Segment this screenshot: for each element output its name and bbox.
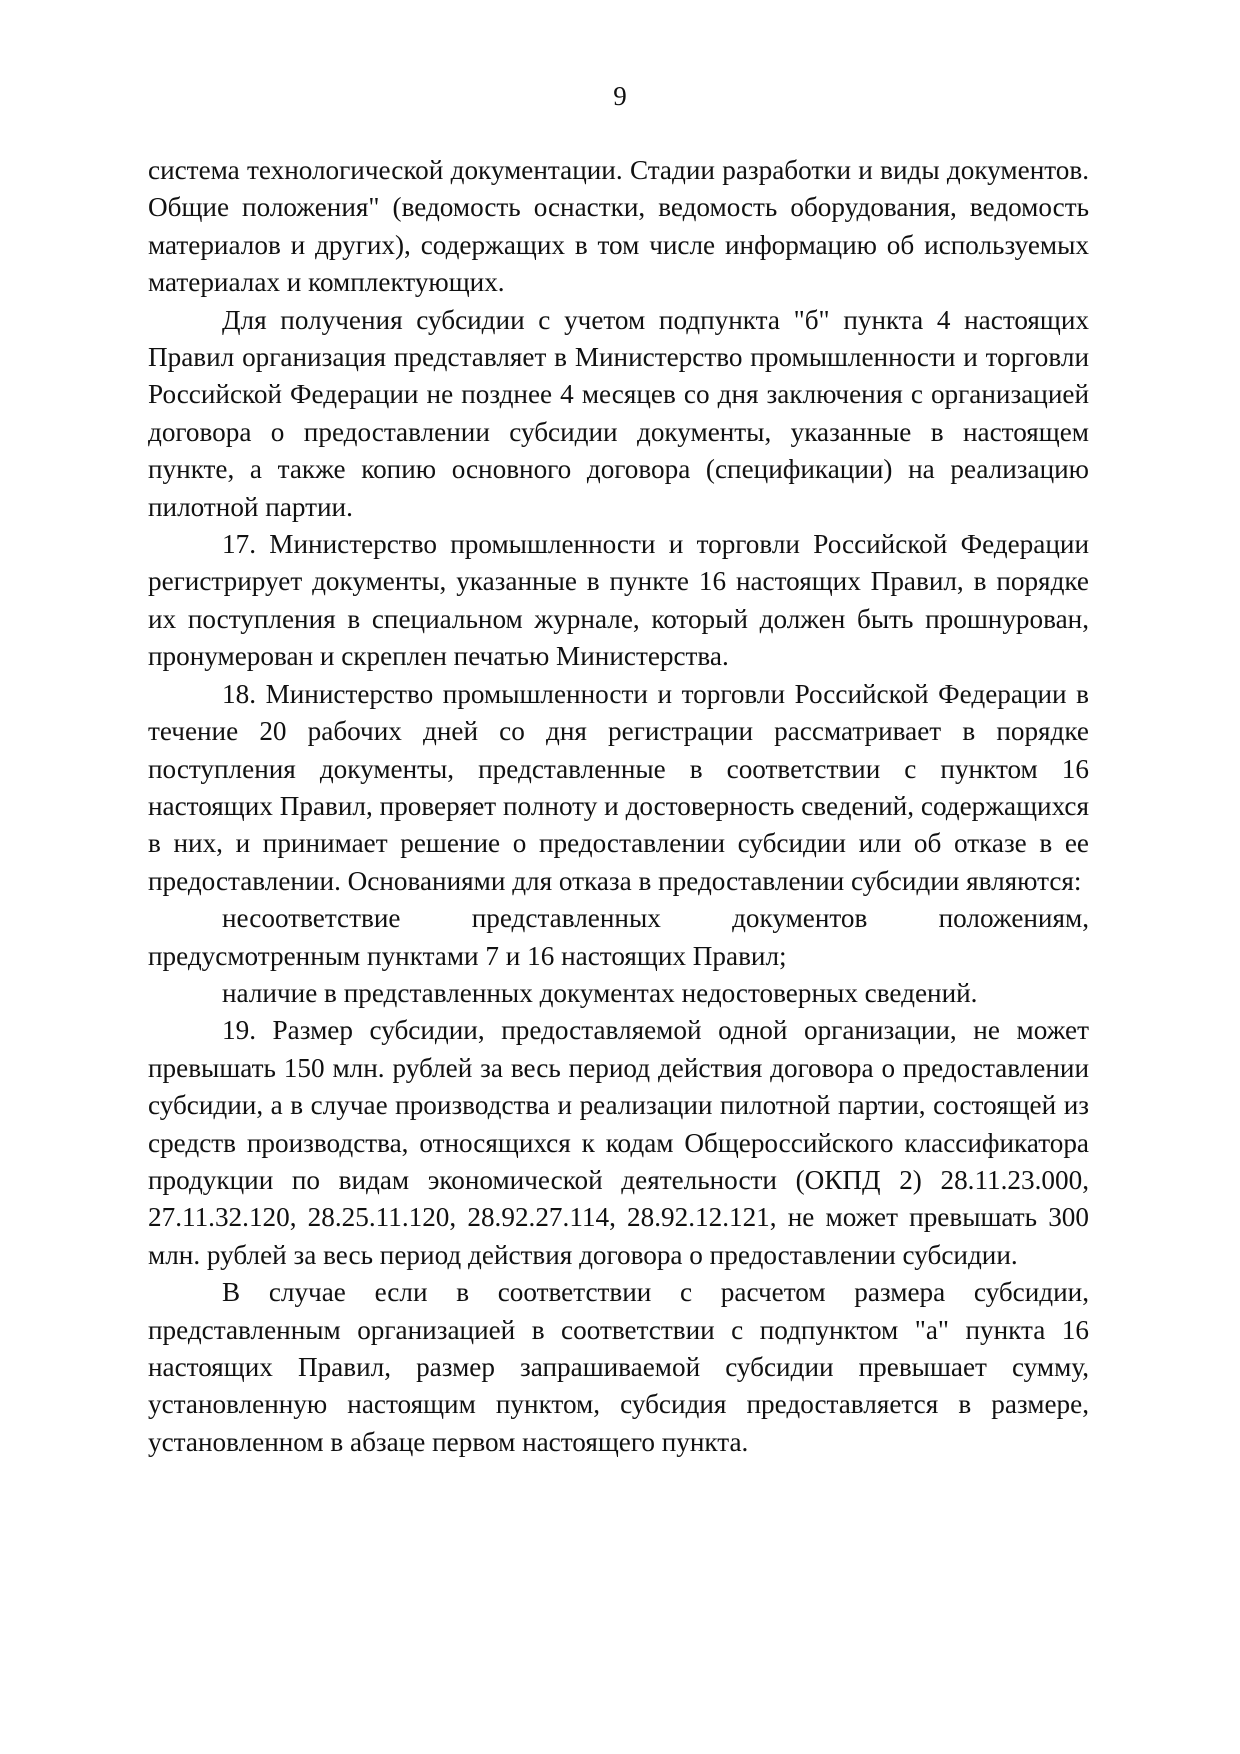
page-number: 9 xyxy=(613,81,627,111)
paragraph-refusal-reason-2: наличие в представленных документах недостоверных сведений. xyxy=(222,977,978,1008)
paragraph-subsidy-submission: Для получения субсидии с учетом подпункта "б" пункта 4 настоящих Правил организация представляет в Министерство промышленности и торговли Российской Федерации не позднее 4 месяцев со дня заключения с организацией договора о предоставлении субсидии документы, указанные в настоящем пункте, а также копию основного договора (спецификации) на реализацию пилотной партии. xyxy=(148,304,1089,522)
document-body xyxy=(148,152,1089,1461)
paragraph-clause-18: 18. Министерство промышленности и торговли Российской Федерации в течение 20 рабочих дней со дня регистрации рассматривает в порядке поступления документы, представленные в соответствии с пунктом 16 настоящих Правил, проверяет полноту и достоверность сведений, содержащихся в них, и принимает решение о предоставлении субсидии или об отказе в ее предоставлении. Основаниями для отказа в предоставлении субсидии являются: xyxy=(148,678,1089,896)
paragraph-continuation: система технологической документации. Стадии разработки и виды документов. Общие положения" (ведомость оснастки, ведомость оборудования, ведомость материалов и других), содержащих в том числе информацию об используемых материалах и комплектующих. xyxy=(148,155,1089,298)
paragraph-subsidy-limit: В случае если в соответствии с расчетом размера субсидии, представленным организацией в соответствии с подпунктом "а" пункта 16 настоящих Правил, размер запрашиваемой субсидии превышает сумму, установленную настоящим пунктом, субсидия предоставляется в размере, установленном в абзаце первом настоящего пункта. xyxy=(148,1277,1089,1457)
paragraph-refusal-reason-1: несоответствие представленных документов положениям, предусмотренным пунктами 7 и 16 настоящих Правил; xyxy=(148,903,1089,971)
paragraph-clause-17: 17. Министерство промышленности и торговли Российской Федерации регистрирует документы, указанные в пункте 16 настоящих Правил, в порядке их поступления в специальном журнале, который должен быть прошнурован, пронумерован и скреплен печатью Министерства. xyxy=(148,529,1089,672)
paragraph-clause-19: 19. Размер субсидии, предоставляемой одной организации, не может превышать 150 млн. рублей за весь период действия договора о предоставлении субсидии, а в случае производства и реализации пилотной партии, состоящей из средств производства, относящихся к кодам Общероссийского классификатора продукции по видам экономической деятельности (ОКПД 2) 28.11.23.000, 27.11.32.120, 28.25.11.120, 28.92.27.114, 28.92.12.121, не может превышать 300 млн. рублей за весь период действия договора о предоставлении субсидии. xyxy=(148,1015,1089,1270)
